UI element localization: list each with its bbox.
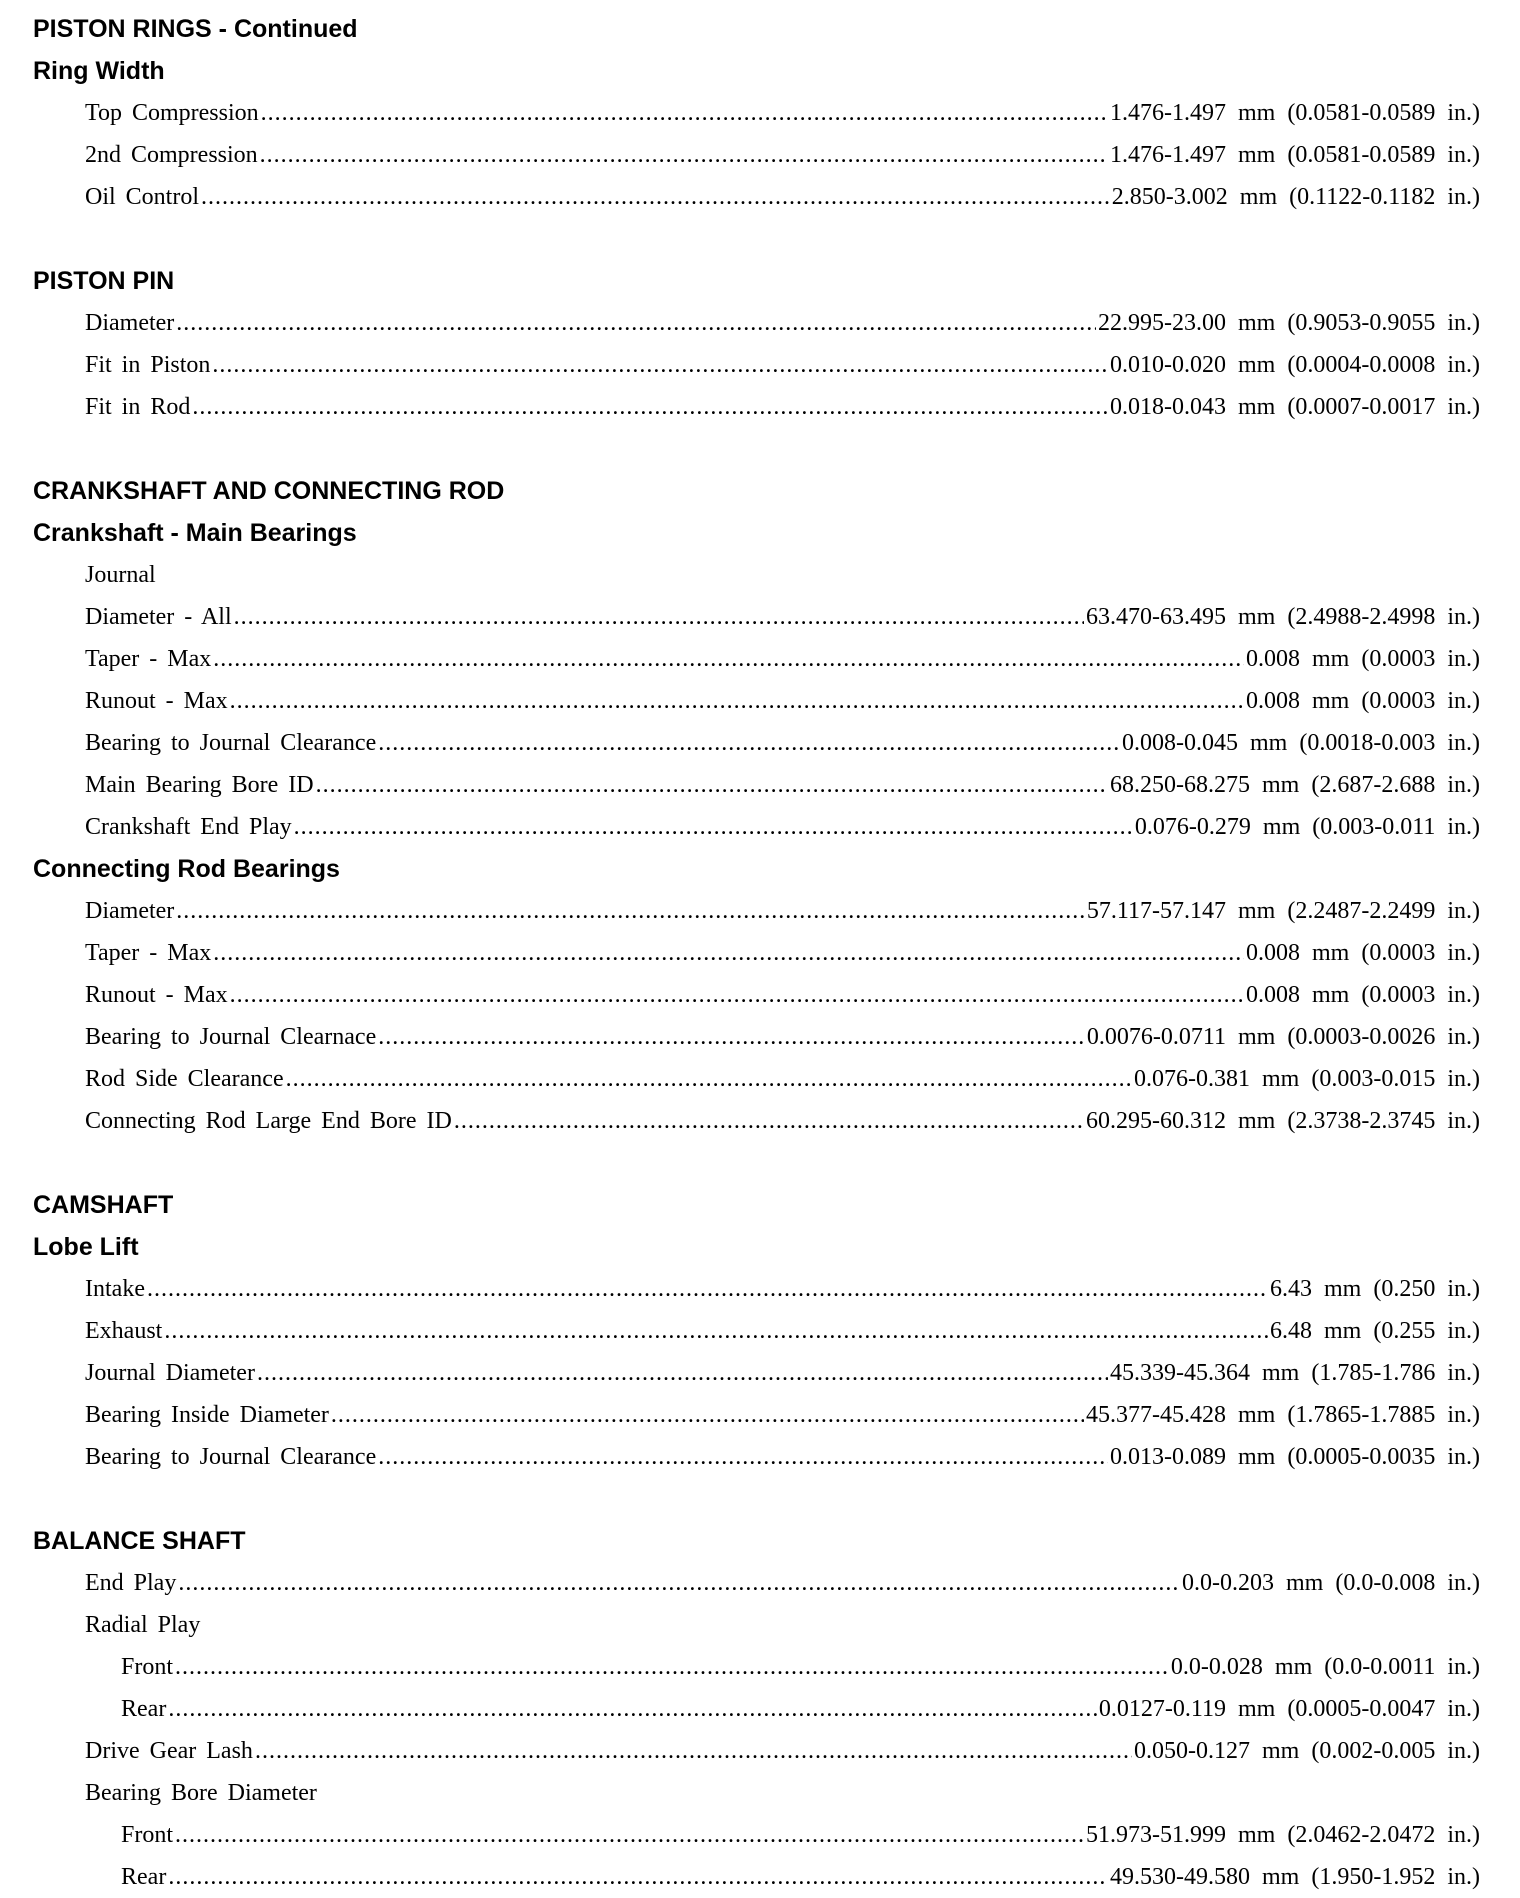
dot-leader: [234, 596, 1084, 638]
spec-value: 0.008-0.045 mm (0.0018-0.003 in.): [1122, 730, 1480, 756]
spec-label: Bearing to Journal Clearance: [85, 1444, 377, 1470]
dot-leader: [454, 1100, 1084, 1142]
spec-row: [33, 344, 1480, 386]
spec-label: Front: [121, 1822, 174, 1848]
spec-row: [33, 1310, 1480, 1352]
dot-leader: [378, 722, 1120, 764]
dot-leader: [192, 386, 1108, 428]
spec-value: 57.117-57.147 mm (2.2487-2.2499 in.): [1086, 898, 1480, 924]
section-title: CRANKSHAFT AND CONNECTING ROD: [33, 477, 505, 505]
spec-row: [33, 1436, 1480, 1478]
spec-value: 60.295-60.312 mm (2.3738-2.3745 in.): [1086, 1108, 1480, 1134]
group-label: [33, 554, 1480, 596]
dot-leader: [213, 638, 1244, 680]
section-title: PISTON RINGS - Continued: [33, 15, 358, 43]
section-camshaft: [33, 1184, 1480, 1478]
spec-label: Diameter - All: [85, 604, 232, 630]
spec-label: Exhaust: [85, 1318, 163, 1344]
spec-row: [33, 1814, 1480, 1856]
spec-row: [33, 932, 1480, 974]
spec-row: [33, 1688, 1480, 1730]
spec-row: [33, 176, 1480, 218]
spec-row: [33, 1646, 1480, 1688]
section-title: CAMSHAFT: [33, 1191, 174, 1219]
spec-label: Top Compression: [85, 100, 259, 126]
spec-label: Bearing to Journal Clearnace: [85, 1024, 377, 1050]
dot-leader: [168, 1688, 1097, 1730]
spec-label: Diameter: [85, 898, 175, 924]
dot-leader: [378, 1016, 1085, 1058]
spec-label: Diameter: [85, 310, 175, 336]
spec-value: 0.008 mm (0.0003 in.): [1246, 646, 1480, 672]
dot-leader: [212, 344, 1108, 386]
subsection-title: Connecting Rod Bearings: [33, 855, 340, 883]
spec-label: Oil Control: [85, 184, 200, 210]
spec-row: [33, 1562, 1480, 1604]
spec-label: Taper - Max: [85, 646, 212, 672]
spec-value: 51.973-51.999 mm (2.0462-2.0472 in.): [1086, 1822, 1480, 1848]
spec-value: 0.008 mm (0.0003 in.): [1246, 940, 1480, 966]
dot-leader: [147, 1268, 1268, 1310]
spec-label: Fit in Piston: [85, 352, 211, 378]
spec-row: [33, 386, 1480, 428]
spec-row: [33, 1016, 1480, 1058]
spec-value: 1.476-1.497 mm (0.0581-0.0589 in.): [1110, 142, 1480, 168]
spec-value: 0.008 mm (0.0003 in.): [1246, 688, 1480, 714]
spec-row: [33, 1856, 1480, 1898]
group-label: [33, 1604, 1480, 1646]
spec-value: 0.076-0.279 mm (0.003-0.011 in.): [1134, 814, 1480, 840]
spec-row: [33, 680, 1480, 722]
dot-leader: [213, 932, 1244, 974]
spec-value: 45.339-45.364 mm (1.785-1.786 in.): [1110, 1360, 1480, 1386]
spec-label: 2nd Compression: [85, 142, 258, 168]
spec-label: Rear: [121, 1696, 167, 1722]
spec-value: 6.48 mm (0.255 in.): [1270, 1318, 1480, 1344]
spec-document: [33, 8, 1480, 1898]
spec-label: Fit in Rod: [85, 394, 191, 420]
subsection-title: Lobe Lift: [33, 1233, 139, 1261]
spec-row: [33, 974, 1480, 1016]
spec-value: 49.530-49.580 mm (1.950-1.952 in.): [1110, 1864, 1480, 1890]
dot-leader: [316, 764, 1108, 806]
spec-row: [33, 1352, 1480, 1394]
spec-value: 45.377-45.428 mm (1.7865-1.7885 in.): [1086, 1402, 1480, 1428]
group-label-text: Journal: [85, 562, 156, 588]
spec-value: 0.0-0.203 mm (0.0-0.008 in.): [1182, 1570, 1480, 1596]
group-label: [33, 1772, 1480, 1814]
dot-leader: [230, 974, 1244, 1016]
spec-row: [33, 1100, 1480, 1142]
dot-leader: [178, 1562, 1180, 1604]
dot-leader: [331, 1394, 1084, 1436]
spec-value: 0.0076-0.0711 mm (0.0003-0.0026 in.): [1086, 1024, 1480, 1050]
subsection-title: Crankshaft - Main Bearings: [33, 519, 357, 547]
spec-value: 68.250-68.275 mm (2.687-2.688 in.): [1110, 772, 1480, 798]
spec-value: 0.008 mm (0.0003 in.): [1246, 982, 1480, 1008]
spec-value: 0.050-0.127 mm (0.002-0.005 in.): [1134, 1738, 1480, 1764]
spec-value: 0.0127-0.119 mm (0.0005-0.0047 in.): [1098, 1696, 1480, 1722]
dot-leader: [294, 806, 1133, 848]
spec-label: Runout - Max: [85, 982, 228, 1008]
spec-row: [33, 92, 1480, 134]
spec-label: Rod Side Clearance: [85, 1066, 284, 1092]
section-balance-shaft: [33, 1520, 1480, 1898]
spec-label: Bearing to Journal Clearance: [85, 730, 377, 756]
section-piston-pin: [33, 260, 1480, 428]
spec-row: [33, 1394, 1480, 1436]
spec-row: [33, 1730, 1480, 1772]
dot-leader: [168, 1856, 1108, 1898]
dot-leader: [175, 1814, 1084, 1856]
spec-row: [33, 722, 1480, 764]
dot-leader: [201, 176, 1110, 218]
spec-label: Front: [121, 1654, 174, 1680]
section-title: BALANCE SHAFT: [33, 1527, 246, 1555]
spec-row: [33, 890, 1480, 932]
dot-leader: [164, 1310, 1268, 1352]
dot-leader: [176, 302, 1096, 344]
spec-label: Connecting Rod Large End Bore ID: [85, 1108, 452, 1134]
spec-label: Crankshaft End Play: [85, 814, 292, 840]
group-label-text: Bearing Bore Diameter: [85, 1780, 317, 1806]
spec-value: 22.995-23.00 mm (0.9053-0.9055 in.): [1098, 310, 1480, 336]
dot-leader: [175, 1646, 1169, 1688]
dot-leader: [257, 1352, 1108, 1394]
dot-leader: [286, 1058, 1132, 1100]
spec-value: 63.470-63.495 mm (2.4988-2.4998 in.): [1086, 604, 1480, 630]
spec-label: Bearing Inside Diameter: [85, 1402, 329, 1428]
spec-label: Intake: [85, 1276, 145, 1302]
section-gap: [33, 1478, 1480, 1520]
dot-leader: [255, 1730, 1132, 1772]
spec-row: [33, 134, 1480, 176]
spec-value: 0.010-0.020 mm (0.0004-0.0008 in.): [1110, 352, 1480, 378]
spec-row: [33, 302, 1480, 344]
section-gap: [33, 1142, 1480, 1184]
spec-value: 1.476-1.497 mm (0.0581-0.0589 in.): [1110, 100, 1480, 126]
spec-label: Taper - Max: [85, 940, 212, 966]
spec-value: 0.013-0.089 mm (0.0005-0.0035 in.): [1110, 1444, 1480, 1470]
spec-row: [33, 596, 1480, 638]
spec-value: 2.850-3.002 mm (0.1122-0.1182 in.): [1111, 184, 1480, 210]
spec-label: Journal Diameter: [85, 1360, 255, 1386]
dot-leader: [260, 134, 1108, 176]
spec-row: [33, 1268, 1480, 1310]
spec-row: [33, 806, 1480, 848]
spec-row: [33, 764, 1480, 806]
spec-value: 0.018-0.043 mm (0.0007-0.0017 in.): [1110, 394, 1480, 420]
section-title: PISTON PIN: [33, 267, 175, 295]
spec-label: Main Bearing Bore ID: [85, 772, 314, 798]
spec-row: [33, 1058, 1480, 1100]
spec-label: End Play: [85, 1570, 177, 1596]
dot-leader: [378, 1436, 1108, 1478]
spec-label: Rear: [121, 1864, 167, 1890]
group-label-text: Radial Play: [85, 1612, 201, 1638]
subsection-title: Ring Width: [33, 57, 165, 85]
dot-leader: [176, 890, 1085, 932]
dot-leader: [230, 680, 1244, 722]
section-piston-rings: [33, 8, 1480, 218]
spec-value: 6.43 mm (0.250 in.): [1270, 1276, 1480, 1302]
spec-value: 0.076-0.381 mm (0.003-0.015 in.): [1134, 1066, 1480, 1092]
section-crankshaft: [33, 470, 1480, 1142]
spec-label: Runout - Max: [85, 688, 228, 714]
spec-row: [33, 638, 1480, 680]
section-gap: [33, 428, 1480, 470]
dot-leader: [261, 92, 1108, 134]
section-gap: [33, 218, 1480, 260]
spec-value: 0.0-0.028 mm (0.0-0.0011 in.): [1170, 1654, 1480, 1680]
spec-label: Drive Gear Lash: [85, 1738, 253, 1764]
